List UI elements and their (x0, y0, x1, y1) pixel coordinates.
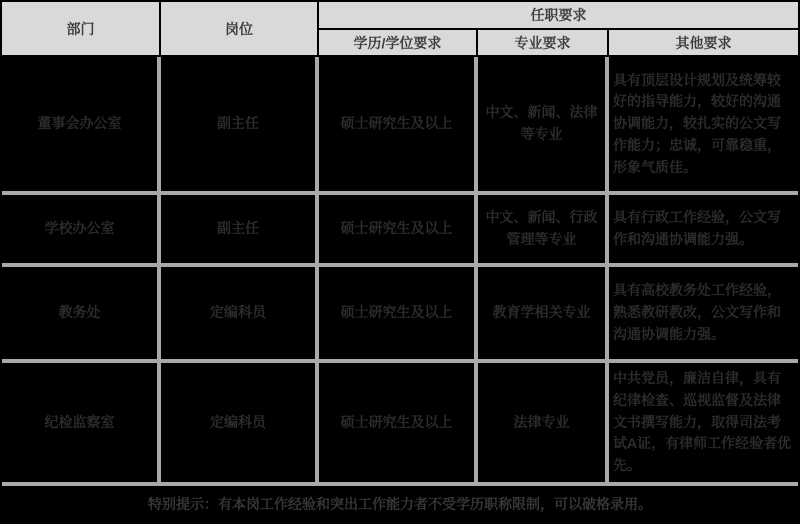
cell-other-requirement: 具有行政工作经验，公文写作和沟通协调能力强。 (609, 195, 798, 267)
cell-major: 教育学相关专业 (478, 267, 609, 363)
cell-department: 董事会办公室 (2, 57, 161, 195)
cell-major: 中文、新闻、行政管理等专业 (478, 195, 609, 267)
cell-major: 法律专业 (478, 363, 609, 486)
cell-department: 学校办公室 (2, 195, 161, 267)
header-position: 岗位 (161, 2, 319, 57)
cell-position: 副主任 (161, 195, 319, 267)
cell-major: 中文、新闻、法律等专业 (478, 57, 609, 195)
cell-other-requirement: 具有高校教务处工作经验，熟悉教研教改，公文写作和沟通协调能力强。 (609, 267, 798, 363)
table-row-discipline-inspection (2, 363, 798, 486)
cell-other-requirement: 具有顶层设计规划及统筹较好的指导能力，较好的沟通协调能力，较扎实的公文写作能力；忠诚，可靠稳重，形象气质佳。 (609, 57, 798, 195)
table-row-board-office (2, 57, 798, 195)
footer-note: 特别提示：有本岗工作经验和突出工作能力者不受学历职称限制，可以破格录用。 (2, 486, 798, 522)
cell-education: 硕士研究生及以上 (319, 195, 478, 267)
header-other-requirement: 其他要求 (609, 30, 798, 57)
cell-education: 硕士研究生及以上 (319, 363, 478, 486)
cell-education: 硕士研究生及以上 (319, 267, 478, 363)
cell-other-requirement: 中共党员，廉洁自律，具有纪律检查、巡视监督及法律文书撰写能力，取得司法考试A证，有律师工作经验者优先。 (609, 363, 798, 486)
header-department: 部门 (2, 2, 161, 57)
header-education-requirement: 学历/学位要求 (319, 30, 478, 57)
header-major-requirement: 专业要求 (478, 30, 609, 57)
cell-department: 教务处 (2, 267, 161, 363)
table-row-school-office (2, 195, 798, 267)
cell-education: 硕士研究生及以上 (319, 57, 478, 195)
recruitment-table-grid (2, 2, 798, 522)
table-footer-row (2, 486, 798, 522)
header-requirements-group: 任职要求 (319, 2, 798, 30)
table-row-academic-affairs (2, 267, 798, 363)
cell-position: 定编科员 (161, 363, 319, 486)
cell-department: 纪检监察室 (2, 363, 161, 486)
cell-position: 副主任 (161, 57, 319, 195)
cell-position: 定编科员 (161, 267, 319, 363)
